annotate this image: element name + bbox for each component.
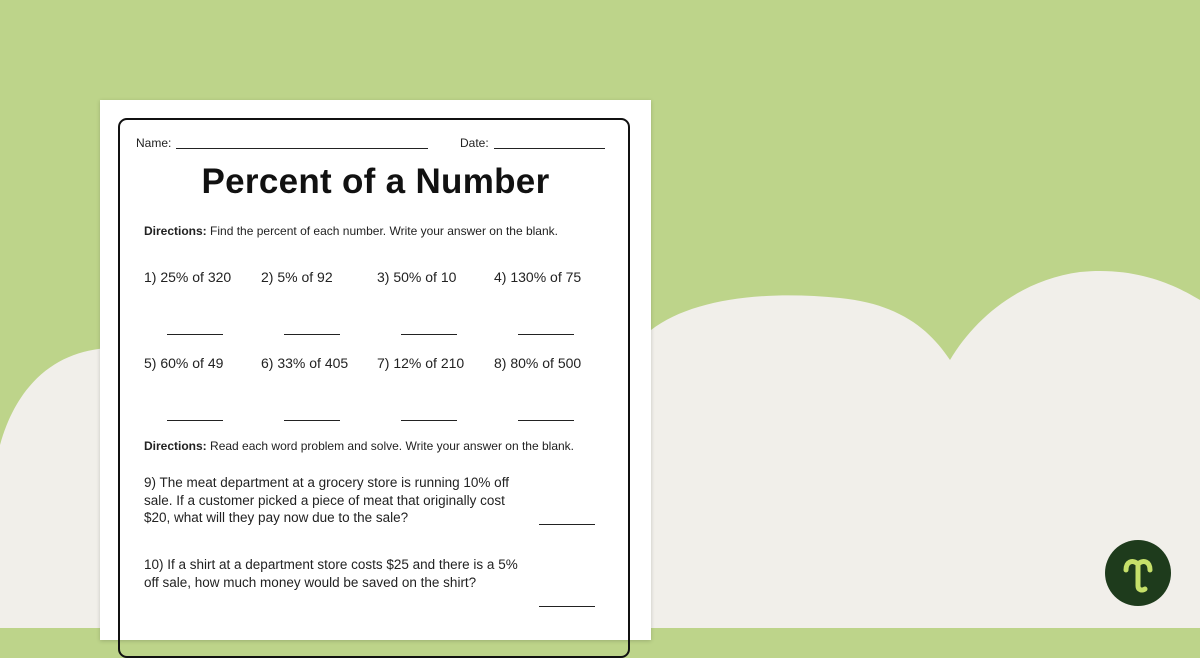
directions-1 [144, 224, 594, 239]
problem-7: 7) 12% of 210 [377, 355, 465, 371]
directions-1-text: Find the percent of each number. Write your answer on the blank. [206, 224, 558, 238]
directions-1-label: Directions: [144, 224, 207, 238]
answer-blank-5[interactable] [167, 420, 223, 421]
directions-2-text: Read each word problem and solve. Write your answer on the blank. [206, 439, 574, 453]
sprout-icon [1105, 540, 1171, 606]
page-title: Percent of a Number [201, 162, 550, 201]
name-label: Name: [136, 136, 172, 150]
answer-blank-10[interactable] [539, 606, 595, 607]
answer-blank-7[interactable] [401, 420, 457, 421]
problem-8: 8) 80% of 500 [494, 355, 582, 371]
directions-2 [144, 439, 594, 454]
problem-3: 3) 50% of 10 [377, 269, 457, 285]
worksheet-page [100, 100, 651, 640]
word-problem-9: 9) The meat department at a grocery store is running 10% off sale. If a customer picked a piece of meat that originally cost $20, what will they pay now due to the sale? [144, 475, 509, 525]
date-label: Date: [460, 136, 489, 150]
problem-1: 1) 25% of 320 [144, 269, 232, 285]
name-blank [176, 148, 428, 149]
answer-blank-4[interactable] [518, 334, 574, 335]
date-blank [494, 148, 605, 149]
answer-blank-9[interactable] [539, 524, 595, 525]
answer-blank-1[interactable] [167, 334, 223, 335]
answer-blank-2[interactable] [284, 334, 340, 335]
problem-5: 5) 60% of 49 [144, 355, 224, 371]
teach-starter-logo-icon[interactable] [1105, 540, 1171, 606]
problem-6: 6) 33% of 405 [261, 355, 349, 371]
answer-blank-3[interactable] [401, 334, 457, 335]
answer-blank-6[interactable] [284, 420, 340, 421]
directions-2-label: Directions: [144, 439, 207, 453]
problem-2: 2) 5% of 92 [261, 269, 333, 285]
problem-4: 4) 130% of 75 [494, 269, 582, 285]
answer-blank-8[interactable] [518, 420, 574, 421]
word-problem-10: 10) If a shirt at a department store costs $25 and there is a 5% off sale, how much money would be saved on the shirt? [144, 557, 518, 590]
